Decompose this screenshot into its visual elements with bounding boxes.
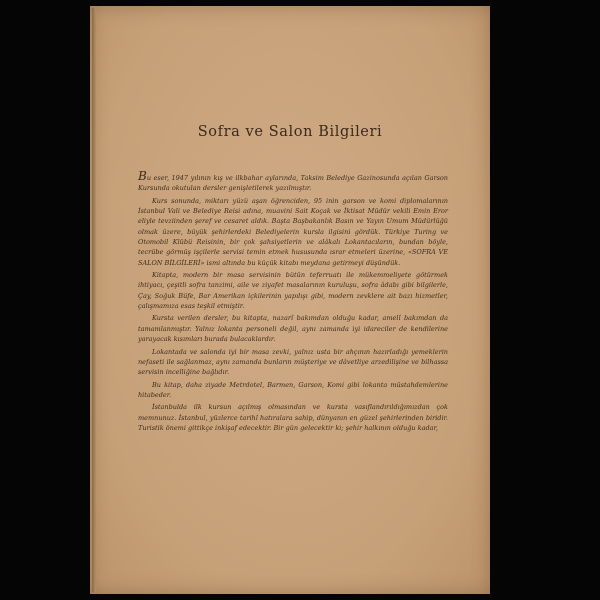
paragraph-2: Kurs sonunda, miktarı yüzü aşan öğrenciden, 95 inin garson ve komi diplomalarının İstanbul Vali ve Belediye Reisi adına, muavini Sait Koçak ve İktisat Müdür vekili Emin Eror eliyle tevziinden şeref ve cesaret aldık. Başta Başbakanlık Basın ve Yayın Umum Müdürlüğü olmak üzere, büyük şehirlerdeki Belediyelerin kursla ilgisini gördük. Türkiye Turing ve Otomobil Klübü Reisinin, bir çok şahsiyetlerin ve alâkalı Lokantacıların, bundan böyle, tecrübe görmüş işçilerle servisi temin etmek hususunda ısrar etmeleri üzerine, «SOFRA VE SALON BİLGİLERİ» ismi altında bu küçük kitabı meydana getirmeyi düşündük. <box>138 196 448 267</box>
drop-cap: B <box>138 169 147 183</box>
paragraph-7: İstanbulda ilk kursun açılmış olmasından ve kursta vasıflandırıldığımızdan çok memnunuz. İstanbul, yüzlerce tarihî hatıralara sahip, dünyanın en güzel şehirlerinden biridir. Turistik önemi gittikçe inkişaf edecektir. Bir gün gelecektir ki; şehir halkının olduğu kadar, <box>138 403 448 432</box>
book-page <box>90 6 490 594</box>
paragraph-6: Bu kitap, daha ziyade Metrdotel, Barmen, Garson, Komi gibi lokanta müstahdemlerine hitabeder. <box>138 380 448 399</box>
paragraph-1-text: u eser, 1947 yılının kış ve ilkbahar aylarında, Taksim Belediye Gazinosunda açılan Garson Kursunda okutulan dersler genişletilerek yazılmıştır. <box>138 174 448 193</box>
paragraph-4: Kursta verilen dersler, bu kitapta, nazarî bakımdan olduğu kadar, amelî bakımdan da tamamlanmıştır. Yalnız lokanta personeli değil, aynı zamanda iyi idareciler de kendilerine yarayacak kısımları burada bulacaklardır. <box>138 314 448 344</box>
page-spine-edge <box>92 8 96 592</box>
page-title: Sofra ve Salon Bilgileri <box>197 124 383 140</box>
paragraph-5: Lokantada ve salonda iyi bir masa zevki, yalnız usta bir ahçının hazırladığı yemeklerin nefaseti ile sağlanmaz, aynı zamanda bunların müşteriye ve dâvetliye arzedilişine ve bilhassa servisin incelliğine bağlıdır. <box>138 347 448 377</box>
text-body <box>138 169 448 433</box>
paragraph-1 <box>138 169 448 194</box>
paragraph-3: Kitapta, modern bir masa servisinin bütün teferruatı ile mükemmeliyete götürmek ihtiyacı, çeşitli sofra tanzimi, aile ve ziyafet masalarının kuruluşu, sofra âdabı gibi bilgilerle, Çay, Soğuk Büfe, Bar Amerikan içkilerinin yapılışı gibi, modern zevklere ait bazı hizmetler, çalışmamıza esas teşkil etmiştir. <box>138 271 448 311</box>
